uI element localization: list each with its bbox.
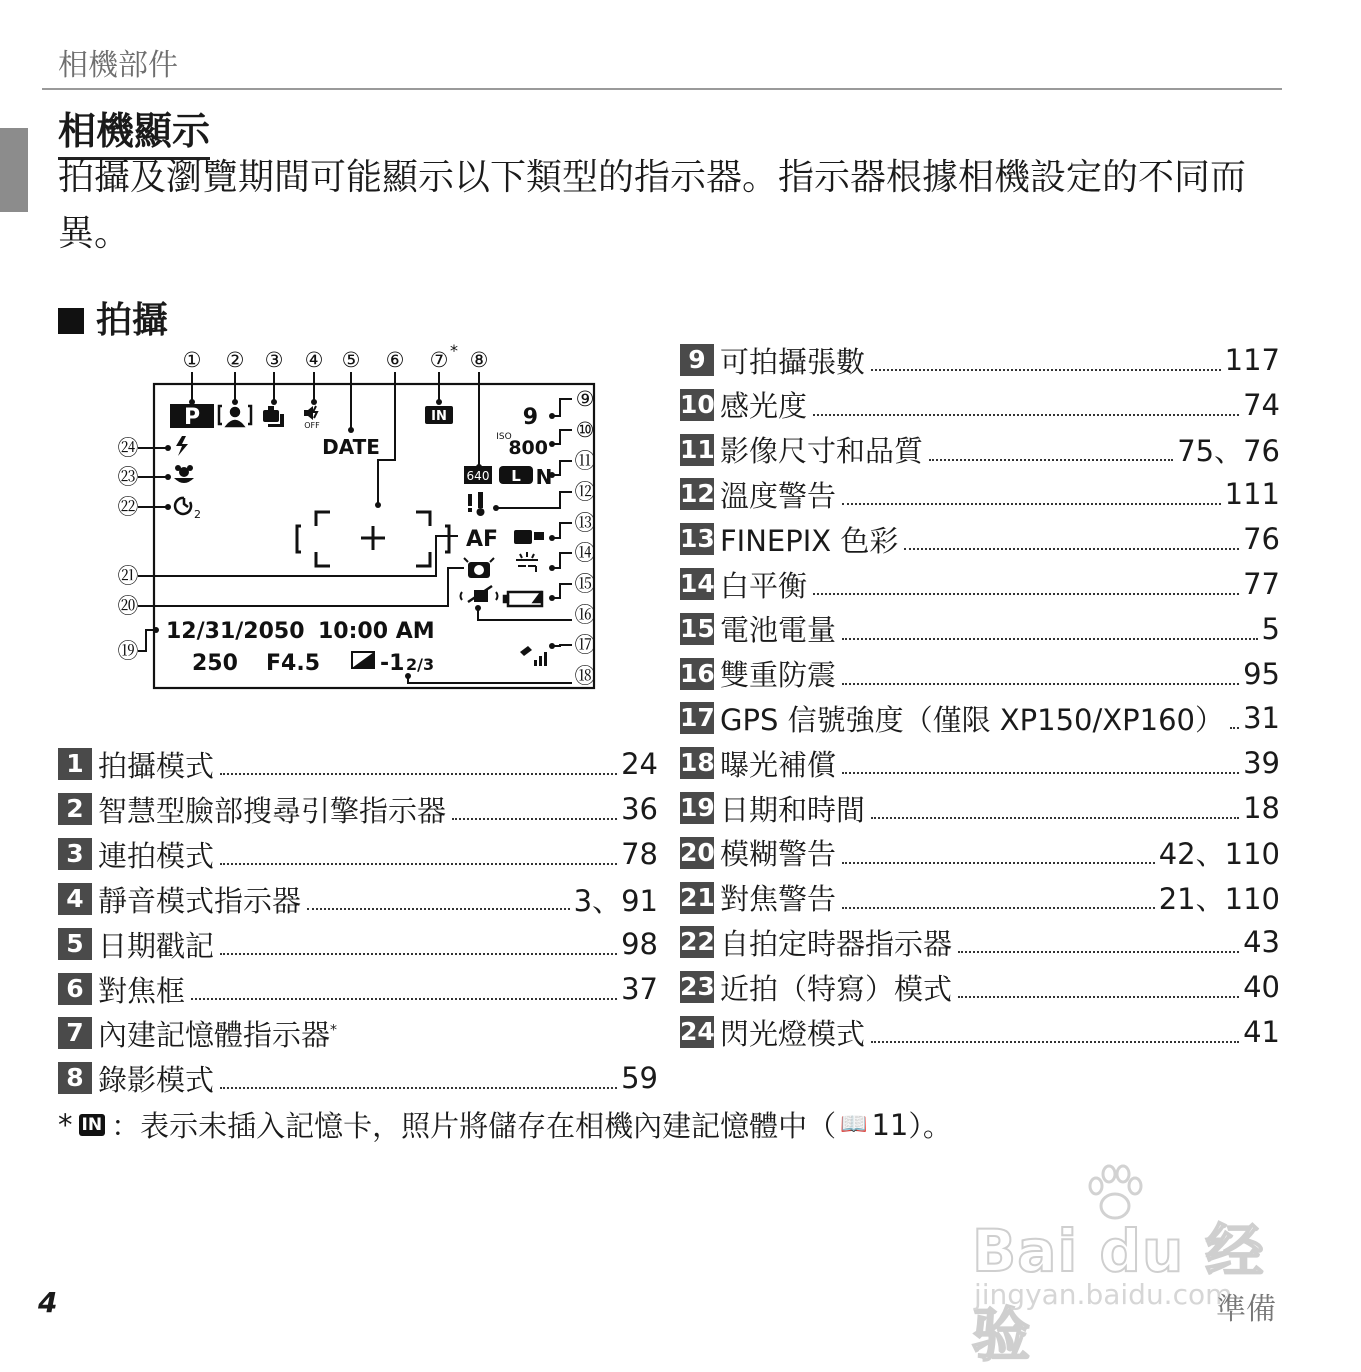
legend-item-22	[680, 924, 1280, 960]
legend-page-ref: 24	[621, 747, 658, 781]
footnote-close: ）。	[908, 1109, 952, 1143]
legend-page-ref: 37	[621, 972, 658, 1006]
image-size-icon	[464, 465, 552, 489]
blur-warning-icon	[464, 558, 494, 578]
legend-page-ref: 36	[621, 792, 658, 826]
shots-remaining: 9	[522, 405, 538, 430]
legend-item-7	[58, 1015, 658, 1051]
legend-item-11	[680, 432, 1280, 468]
legend-page-ref: 39	[1243, 746, 1280, 781]
legend-item-23	[680, 969, 1280, 1005]
legend-item-13	[680, 521, 1280, 557]
legend-page-ref: 111	[1224, 477, 1280, 512]
callout-16: ⑯	[574, 603, 596, 627]
leader-dots	[220, 1067, 617, 1089]
svg-text:2: 2	[194, 508, 201, 521]
legend-number: 2	[58, 793, 92, 825]
flash-icon	[176, 436, 188, 456]
footnote-text: ：表示未插入記憶卡，照片將儲存在相機內建記憶體中（	[111, 1109, 837, 1143]
iso-value: 800	[508, 437, 548, 459]
callout-5: ⑤	[341, 348, 361, 372]
legend-label: 雙重防震	[720, 658, 837, 693]
legend-number: 3	[58, 838, 92, 870]
date-stamp-icon: DATE	[322, 435, 380, 459]
legend-label: 對焦框	[98, 973, 186, 1008]
callout-8: ⑧	[469, 348, 489, 372]
callout-24: ㉔	[117, 436, 139, 460]
leader-dots	[842, 618, 1258, 640]
legend-label: 電池電量	[720, 613, 837, 648]
legend-page-ref: 95	[1243, 656, 1280, 691]
focus-frame	[297, 512, 449, 566]
aperture-value: F4.5	[266, 651, 321, 676]
legend-item-21	[680, 880, 1280, 916]
legend-page-ref: 75、76	[1177, 434, 1280, 469]
legend-item-17	[680, 700, 1280, 736]
square-bullet-icon	[58, 308, 84, 334]
exposure-comp-value: -1	[380, 651, 405, 676]
dual-is-icon	[461, 586, 498, 602]
asterisk-mark: *	[330, 1021, 338, 1038]
legend-item-19	[680, 790, 1280, 826]
legend-item-15	[680, 611, 1280, 647]
leader-dots	[871, 1021, 1239, 1043]
callout-9: ⑨	[575, 387, 595, 411]
legend-number: 15	[680, 613, 715, 643]
legend-number: 19	[680, 793, 715, 822]
self-timer-icon	[175, 498, 201, 521]
leader-dots	[220, 843, 617, 865]
gps-signal-icon	[520, 646, 547, 666]
svg-text:IN: IN	[431, 409, 447, 424]
legend-page-ref: 59	[621, 1061, 658, 1095]
legend-number: 13	[680, 524, 715, 554]
legend-label: 連拍模式	[98, 838, 215, 873]
leader-dots	[842, 483, 1221, 505]
legend-label: 白平衡	[720, 568, 808, 603]
legend-item-2	[58, 791, 658, 827]
legend-label: 影像尺寸和品質	[720, 434, 924, 469]
legend-number: 18	[680, 748, 715, 778]
legend-number: 9	[680, 344, 714, 376]
legend-item-24	[680, 1014, 1280, 1050]
legend-page-ref: 21、110	[1158, 882, 1280, 917]
legend-label: 溫度警告	[720, 478, 837, 513]
callout-11: ⑪	[574, 449, 596, 473]
legend-number: 17	[680, 703, 715, 733]
intro-paragraph: 拍攝及瀏覽期間可能顯示以下類型的指示器。指示器根據相機設定的不同而異。	[58, 157, 1247, 254]
legend-number: 24	[680, 1017, 715, 1046]
legend-page-ref: 43	[1243, 925, 1280, 960]
leader-dots	[220, 933, 617, 955]
camera-display-diagram	[108, 340, 608, 692]
footnote	[58, 1104, 952, 1145]
internal-memory-icon	[425, 406, 453, 424]
leader-dots	[842, 842, 1155, 864]
legend-item-10	[680, 387, 1280, 423]
header-rule	[42, 88, 1282, 90]
callout-10: ⑩	[575, 418, 595, 442]
leader-dots	[1230, 707, 1239, 729]
svg-text:L: L	[511, 467, 521, 485]
legend-number: 10	[680, 389, 715, 419]
legend-number: 6	[58, 973, 92, 1005]
chapter-tab	[0, 128, 28, 212]
battery-icon	[504, 592, 542, 606]
finepix-color-icon	[514, 530, 544, 544]
legend-item-1	[58, 746, 658, 782]
legend-item-20	[680, 835, 1280, 871]
legend-number: 23	[680, 972, 715, 1002]
internal-memory-icon: IN	[79, 1114, 106, 1136]
legend-page-ref: 42、110	[1158, 837, 1280, 872]
callout-14: ⑭	[574, 541, 596, 565]
leader-dots	[220, 753, 617, 775]
exposure-comp-icon	[352, 652, 374, 668]
iso-label: ISO	[496, 432, 512, 442]
leader-dots	[958, 931, 1239, 953]
legend-label: 日期和時間	[720, 792, 866, 827]
legend-number: 20	[680, 837, 715, 867]
legend-page-ref: 77	[1243, 567, 1280, 601]
callout-22: ㉒	[117, 495, 139, 519]
legend-label: 日期戳記	[98, 928, 215, 963]
legend-label: 自拍定時器指示器	[720, 926, 953, 961]
shutter-speed: 250	[192, 651, 238, 676]
section-footer-label: 準備	[1216, 1292, 1276, 1327]
leader-dots	[813, 573, 1239, 595]
legend-number: 8	[58, 1062, 92, 1094]
callout-1: ①	[182, 348, 202, 372]
callout-13: ⑬	[574, 511, 596, 535]
callout-18: ⑱	[574, 664, 596, 688]
callout-2: ②	[225, 348, 245, 372]
legend-label: 模糊警告	[720, 837, 837, 872]
section-title: 相機顯示	[58, 100, 210, 160]
legend-label: 感光度	[720, 389, 808, 424]
legend-page-ref: 5	[1261, 611, 1280, 646]
silent-mode-icon	[304, 406, 320, 430]
macro-icon	[174, 465, 194, 483]
legend-page-ref: 3、91	[573, 883, 658, 918]
callout-6: ⑥	[385, 348, 405, 372]
callout-7: ⑦	[429, 348, 449, 372]
svg-text:640: 640	[466, 469, 490, 483]
legend-item-12	[680, 476, 1280, 512]
white-balance-icon	[516, 552, 538, 572]
legend-page-ref: 98	[621, 927, 658, 961]
running-header: 相機部件	[58, 48, 178, 83]
callout-3: ③	[264, 348, 284, 372]
leader-dots	[307, 888, 570, 910]
legend-page-ref: 76	[1243, 522, 1280, 557]
temperature-warning-icon	[468, 492, 485, 516]
legend-label: GPS 信號強度（僅限 XP150/XP160）	[720, 702, 1224, 737]
legend-page-ref: 40	[1243, 970, 1280, 1005]
watermark-url: jingyan.baidu.com	[974, 1278, 1233, 1311]
callout-19: ⑲	[117, 639, 139, 663]
leader-dots	[842, 663, 1239, 685]
legend-number: 1	[58, 748, 92, 780]
legend-number: 5	[58, 928, 92, 960]
legend-number: 22	[680, 927, 715, 957]
exposure-comp-fraction: 2/3	[406, 655, 435, 674]
legend-item-6	[58, 971, 658, 1007]
leader-dots	[813, 394, 1239, 416]
legend-number: 14	[680, 569, 715, 598]
legend-page-ref: 74	[1243, 387, 1280, 422]
legend-page-ref: 117	[1224, 343, 1280, 377]
legend-label: 靜音模式指示器	[98, 883, 302, 918]
focus-warning-icon: AF	[465, 527, 499, 552]
legend-number: 4	[58, 883, 92, 915]
legend-number: 16	[680, 658, 715, 688]
continuous-icon	[263, 406, 284, 427]
footnote-ref: 11	[871, 1107, 909, 1142]
legend-label: 拍攝模式	[98, 748, 215, 783]
callout-4: ④	[304, 348, 324, 372]
legend-item-8	[58, 1060, 658, 1096]
callout-7-asterisk: *	[450, 341, 458, 360]
legend-page-ref: 18	[1243, 791, 1280, 825]
legend-label: 內建記憶體指示器*	[98, 1017, 338, 1052]
watermark-logo-text: Bai du 经验	[972, 1217, 1265, 1369]
legend-page-ref: 78	[621, 837, 658, 871]
legend-item-18	[680, 745, 1280, 781]
footnote-star: *	[58, 1107, 73, 1142]
legend-label: 錄影模式	[98, 1062, 215, 1097]
legend-label: 智慧型臉部搜尋引擎指示器	[98, 793, 447, 828]
leader-dots	[191, 978, 617, 1000]
legend-number: 21	[680, 882, 715, 912]
legend-item-5	[58, 926, 658, 962]
legend-label: FINEPIX 色彩	[720, 523, 899, 558]
leader-dots	[929, 439, 1173, 461]
legend-item-14	[680, 566, 1280, 602]
callout-17: ⑰	[574, 633, 596, 657]
date-display: 12/31/2050	[166, 619, 305, 644]
subheading-text: 拍攝	[96, 300, 169, 341]
leader-dots	[842, 752, 1239, 774]
callout-15: ⑮	[574, 572, 596, 596]
page-number: 4	[38, 1286, 58, 1319]
legend-label: 對焦警告	[720, 882, 837, 917]
legend-item-9	[680, 342, 1280, 378]
time-display: 10:00 AM	[318, 619, 435, 644]
legend-number: 12	[680, 479, 715, 509]
svg-text:N: N	[535, 465, 553, 489]
legend-label: 可拍攝張數	[720, 344, 866, 379]
callout-20: ⑳	[117, 594, 139, 618]
legend-page-ref: 41	[1243, 1015, 1280, 1049]
svg-text:P: P	[183, 405, 201, 430]
legend-item-4	[58, 881, 658, 917]
callout-23: ㉓	[117, 465, 139, 489]
legend-label: 近拍（特寫）模式	[720, 971, 953, 1006]
mode-P-icon	[170, 404, 214, 430]
legend-label: 曝光補償	[720, 747, 837, 782]
callout-21: ㉑	[117, 564, 139, 588]
svg-text:OFF: OFF	[304, 421, 320, 430]
leader-dots	[958, 976, 1239, 998]
leader-dots	[871, 797, 1239, 819]
face-detection-icon	[219, 406, 251, 426]
callout-12: ⑫	[574, 480, 596, 504]
legend-number: 7	[58, 1017, 92, 1049]
subheading-shooting	[58, 292, 168, 343]
legend-label: 閃光燈模式	[720, 1016, 866, 1051]
legend-item-3	[58, 836, 658, 872]
legend-page-ref: 31	[1243, 701, 1280, 736]
leader-dots	[904, 528, 1239, 550]
legend-item-16	[680, 656, 1280, 692]
leader-dots	[452, 798, 617, 820]
leader-dots	[871, 349, 1221, 371]
book-icon: 📖	[840, 1112, 868, 1137]
legend-number: 11	[680, 434, 715, 464]
leader-dots	[842, 887, 1155, 909]
